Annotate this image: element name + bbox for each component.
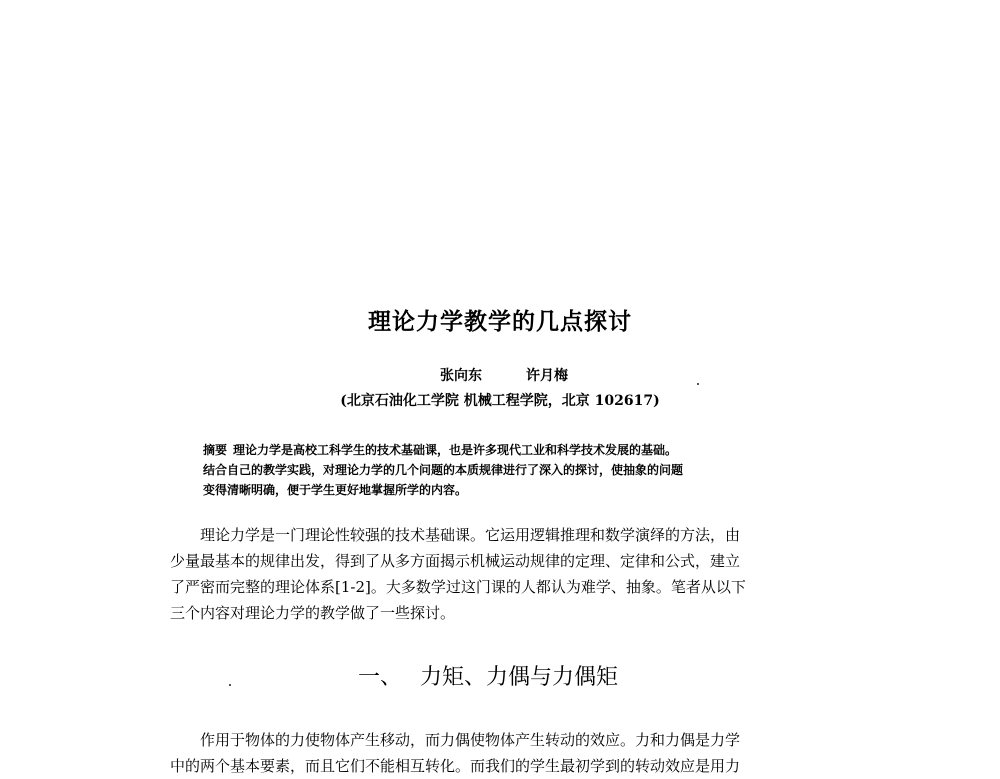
section-number: 一、 [358,665,403,690]
abstract-label: 摘要 [203,443,228,457]
abstract [203,440,803,500]
paragraph-line: 了严密而完整的理论体系[1-2]。大多数学过这门课的人都认为难学、抽象。笔者从以下 [170,578,746,596]
abstract-line: 变得清晰明确，便于学生更好地掌握所学的内容。 [203,483,468,497]
section-heading [358,660,618,691]
author-name: 许月梅 [526,368,568,384]
paragraph-line: 作用于物体的力使物体产生移动，而力偶使物体产生转动的效应。力和力偶是力学 [170,731,741,749]
abstract-line [203,440,803,460]
paragraph-line: 中的两个基本要素，而且它们不能相互转化。而我们的学生最初学到的转动效应是用力 [170,757,741,775]
paper-title: 理论力学教学的几点探讨 [368,309,632,335]
author-list [440,365,568,385]
section-paragraph [170,727,810,779]
abstract-text: 理论力学是高校工科学生的技术基础课，也是许多现代工业和科学技术发展的基础。 [233,443,678,457]
scan-speck [229,684,231,686]
section-title: 力矩、力偶与力偶矩 [420,665,619,690]
paragraph-line: 少量最基本的规律出发，得到了从多方面揭示机械运动规律的定理、定律和公式，建立 [170,552,741,570]
intro-paragraph [170,522,810,626]
author-name: 张向东 [440,368,482,384]
paragraph-line: 三个内容对理论力学的教学做了一些探讨。 [170,604,456,622]
affiliation: (北京石油化工学院 机械工程学院，北京 102617) [340,393,660,409]
abstract-line: 结合自己的教学实践，对理论力学的几个问题的本质规律进行了深入的探讨，使抽象的问题 [203,463,684,477]
paragraph-line: 理论力学是一门理论性较强的技术基础课。它运用逻辑推理和数学演绎的方法，由 [170,526,741,544]
scan-speck [697,383,699,385]
